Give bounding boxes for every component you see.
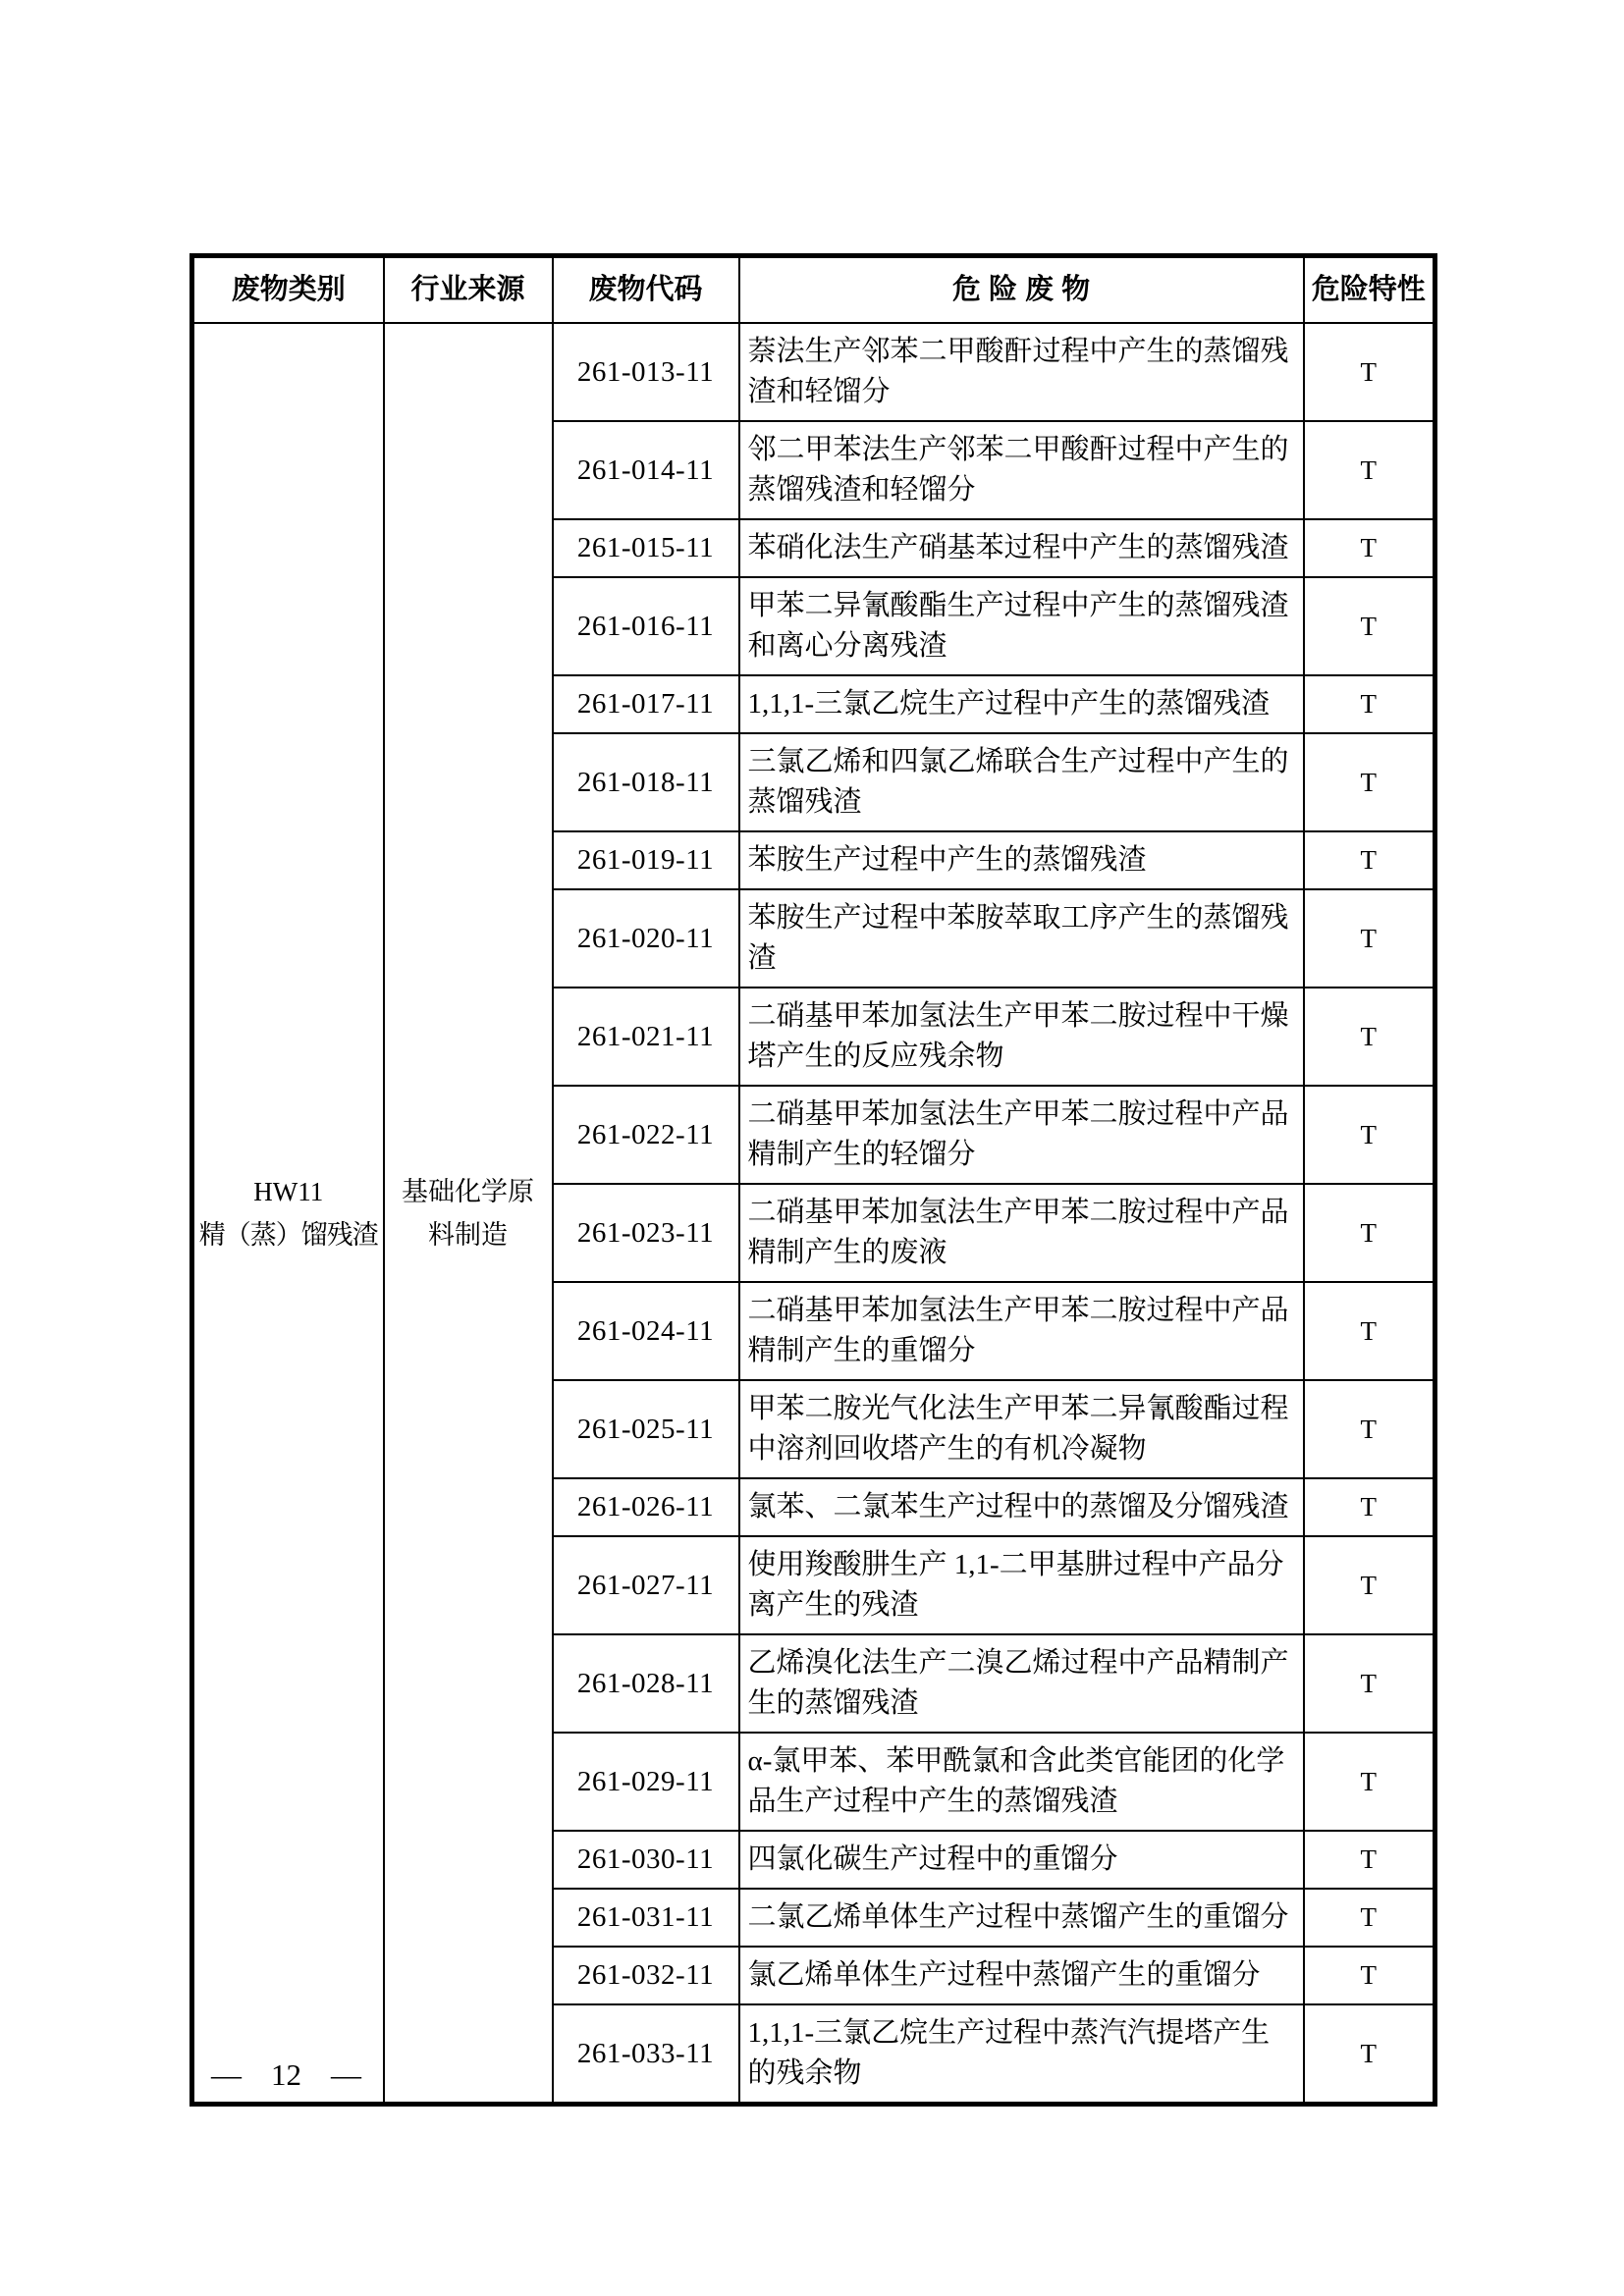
hazardous-waste-cell: 苯硝化法生产硝基苯过程中产生的蒸馏残渣 [739, 519, 1304, 577]
header-waste-category: 废物类别 [192, 256, 384, 324]
hazardous-waste-cell: 苯胺生产过程中苯胺萃取工序产生的蒸馏残渣 [739, 889, 1304, 988]
hazard-characteristic-cell: T [1304, 577, 1435, 675]
header-hazard-characteristic: 危险特性 [1304, 256, 1435, 324]
hazardous-waste-cell: 苯胺生产过程中产生的蒸馏残渣 [739, 831, 1304, 889]
hazard-characteristic-cell: T [1304, 1380, 1435, 1478]
waste-category-line: 精（蒸）馏残渣 [198, 1219, 378, 1250]
hazard-characteristic-cell: T [1304, 889, 1435, 988]
page-number [211, 2056, 361, 2095]
industry-source-line: 料制造 [428, 1219, 508, 1250]
hazard-characteristic-cell: T [1304, 1831, 1435, 1889]
waste-code-cell: 261-029-11 [553, 1733, 739, 1831]
hazardous-waste-cell: 甲苯二胺光气化法生产甲苯二异氰酸酯过程中溶剂回收塔产生的有机冷凝物 [739, 1380, 1304, 1478]
waste-code-cell: 261-014-11 [553, 421, 739, 519]
waste-code-cell: 261-028-11 [553, 1634, 739, 1733]
hazard-characteristic-cell: T [1304, 1947, 1435, 2004]
hazard-characteristic-cell: T [1304, 675, 1435, 733]
waste-code-cell: 261-026-11 [553, 1478, 739, 1536]
waste-code-cell: 261-030-11 [553, 1831, 739, 1889]
hazardous-waste-cell: 使用羧酸肼生产 1,1-二甲基肼过程中产品分离产生的残渣 [739, 1536, 1304, 1634]
hazard-characteristic-cell: T [1304, 733, 1435, 831]
hazardous-waste-cell: 萘法生产邻苯二甲酸酐过程中产生的蒸馏残渣和轻馏分 [739, 323, 1304, 421]
hazardous-waste-cell: 邻二甲苯法生产邻苯二甲酸酐过程中产生的蒸馏残渣和轻馏分 [739, 421, 1304, 519]
hazard-characteristic-cell: T [1304, 988, 1435, 1086]
hazard-characteristic-cell: T [1304, 1536, 1435, 1634]
hazardous-waste-cell: 氯苯、二氯苯生产过程中的蒸馏及分馏残渣 [739, 1478, 1304, 1536]
waste-code-cell: 261-027-11 [553, 1536, 739, 1634]
hazard-characteristic-cell: T [1304, 1634, 1435, 1733]
header-row [192, 256, 1435, 324]
waste-category-cell [192, 323, 384, 2105]
table-body [192, 323, 1435, 2105]
table-header [192, 256, 1435, 324]
footer-right-dash: — [331, 2057, 361, 2092]
hazardous-waste-cell: 1,1,1-三氯乙烷生产过程中蒸汽汽提塔产生的残余物 [739, 2004, 1304, 2105]
hazard-characteristic-cell: T [1304, 1184, 1435, 1282]
waste-code-cell: 261-018-11 [553, 733, 739, 831]
hazardous-waste-cell: 三氯乙烯和四氯乙烯联合生产过程中产生的蒸馏残渣 [739, 733, 1304, 831]
waste-code-cell: 261-021-11 [553, 988, 739, 1086]
industry-source-cell [384, 323, 553, 2105]
waste-code-cell: 261-020-11 [553, 889, 739, 988]
hazardous-waste-cell: α-氯甲苯、苯甲酰氯和含此类官能团的化学品生产过程中产生的蒸馏残渣 [739, 1733, 1304, 1831]
waste-code-cell: 261-031-11 [553, 1889, 739, 1947]
waste-code-cell: 261-013-11 [553, 323, 739, 421]
waste-code-cell: 261-015-11 [553, 519, 739, 577]
hazard-characteristic-cell: T [1304, 519, 1435, 577]
hazardous-waste-cell: 甲苯二异氰酸酯生产过程中产生的蒸馏残渣和离心分离残渣 [739, 577, 1304, 675]
waste-code-cell: 261-019-11 [553, 831, 739, 889]
hazard-characteristic-cell: T [1304, 1889, 1435, 1947]
hazardous-waste-cell: 二氯乙烯单体生产过程中蒸馏产生的重馏分 [739, 1889, 1304, 1947]
waste-code-cell: 261-016-11 [553, 577, 739, 675]
waste-code-cell: 261-025-11 [553, 1380, 739, 1478]
hazard-characteristic-cell: T [1304, 2004, 1435, 2105]
waste-category-line: HW11 [253, 1176, 324, 1206]
hazardous-waste-cell: 二硝基甲苯加氢法生产甲苯二胺过程中产品精制产生的废液 [739, 1184, 1304, 1282]
hazardous-waste-cell: 1,1,1-三氯乙烷生产过程中产生的蒸馏残渣 [739, 675, 1304, 733]
hazard-characteristic-cell: T [1304, 323, 1435, 421]
waste-code-cell: 261-033-11 [553, 2004, 739, 2105]
waste-code-cell: 261-022-11 [553, 1086, 739, 1184]
hazard-characteristic-cell: T [1304, 831, 1435, 889]
hazardous-waste-cell: 氯乙烯单体生产过程中蒸馏产生的重馏分 [739, 1947, 1304, 2004]
footer-left-dash: — [211, 2057, 242, 2092]
waste-code-cell: 261-024-11 [553, 1282, 739, 1380]
hazard-characteristic-cell: T [1304, 421, 1435, 519]
hazardous-waste-cell: 二硝基甲苯加氢法生产甲苯二胺过程中产品精制产生的轻馏分 [739, 1086, 1304, 1184]
hazard-characteristic-cell: T [1304, 1086, 1435, 1184]
hazard-characteristic-cell: T [1304, 1733, 1435, 1831]
header-industry-source: 行业来源 [384, 256, 553, 324]
waste-code-cell: 261-023-11 [553, 1184, 739, 1282]
header-waste-code: 废物代码 [553, 256, 739, 324]
waste-code-cell: 261-032-11 [553, 1947, 739, 2004]
hazard-characteristic-cell: T [1304, 1282, 1435, 1380]
waste-code-cell: 261-017-11 [553, 675, 739, 733]
hazardous-waste-cell: 乙烯溴化法生产二溴乙烯过程中产品精制产生的蒸馏残渣 [739, 1634, 1304, 1733]
hazardous-waste-cell: 二硝基甲苯加氢法生产甲苯二胺过程中干燥塔产生的反应残余物 [739, 988, 1304, 1086]
table-row [192, 323, 1435, 421]
hazard-characteristic-cell: T [1304, 1478, 1435, 1536]
industry-source-line: 基础化学原 [402, 1176, 534, 1206]
header-hazardous-waste: 危 险 废 物 [739, 256, 1304, 324]
hazardous-waste-cell: 二硝基甲苯加氢法生产甲苯二胺过程中产品精制产生的重馏分 [739, 1282, 1304, 1380]
footer-page-number: 12 [271, 2057, 301, 2092]
hazardous-waste-table [189, 253, 1437, 2107]
hazardous-waste-cell: 四氯化碳生产过程中的重馏分 [739, 1831, 1304, 1889]
